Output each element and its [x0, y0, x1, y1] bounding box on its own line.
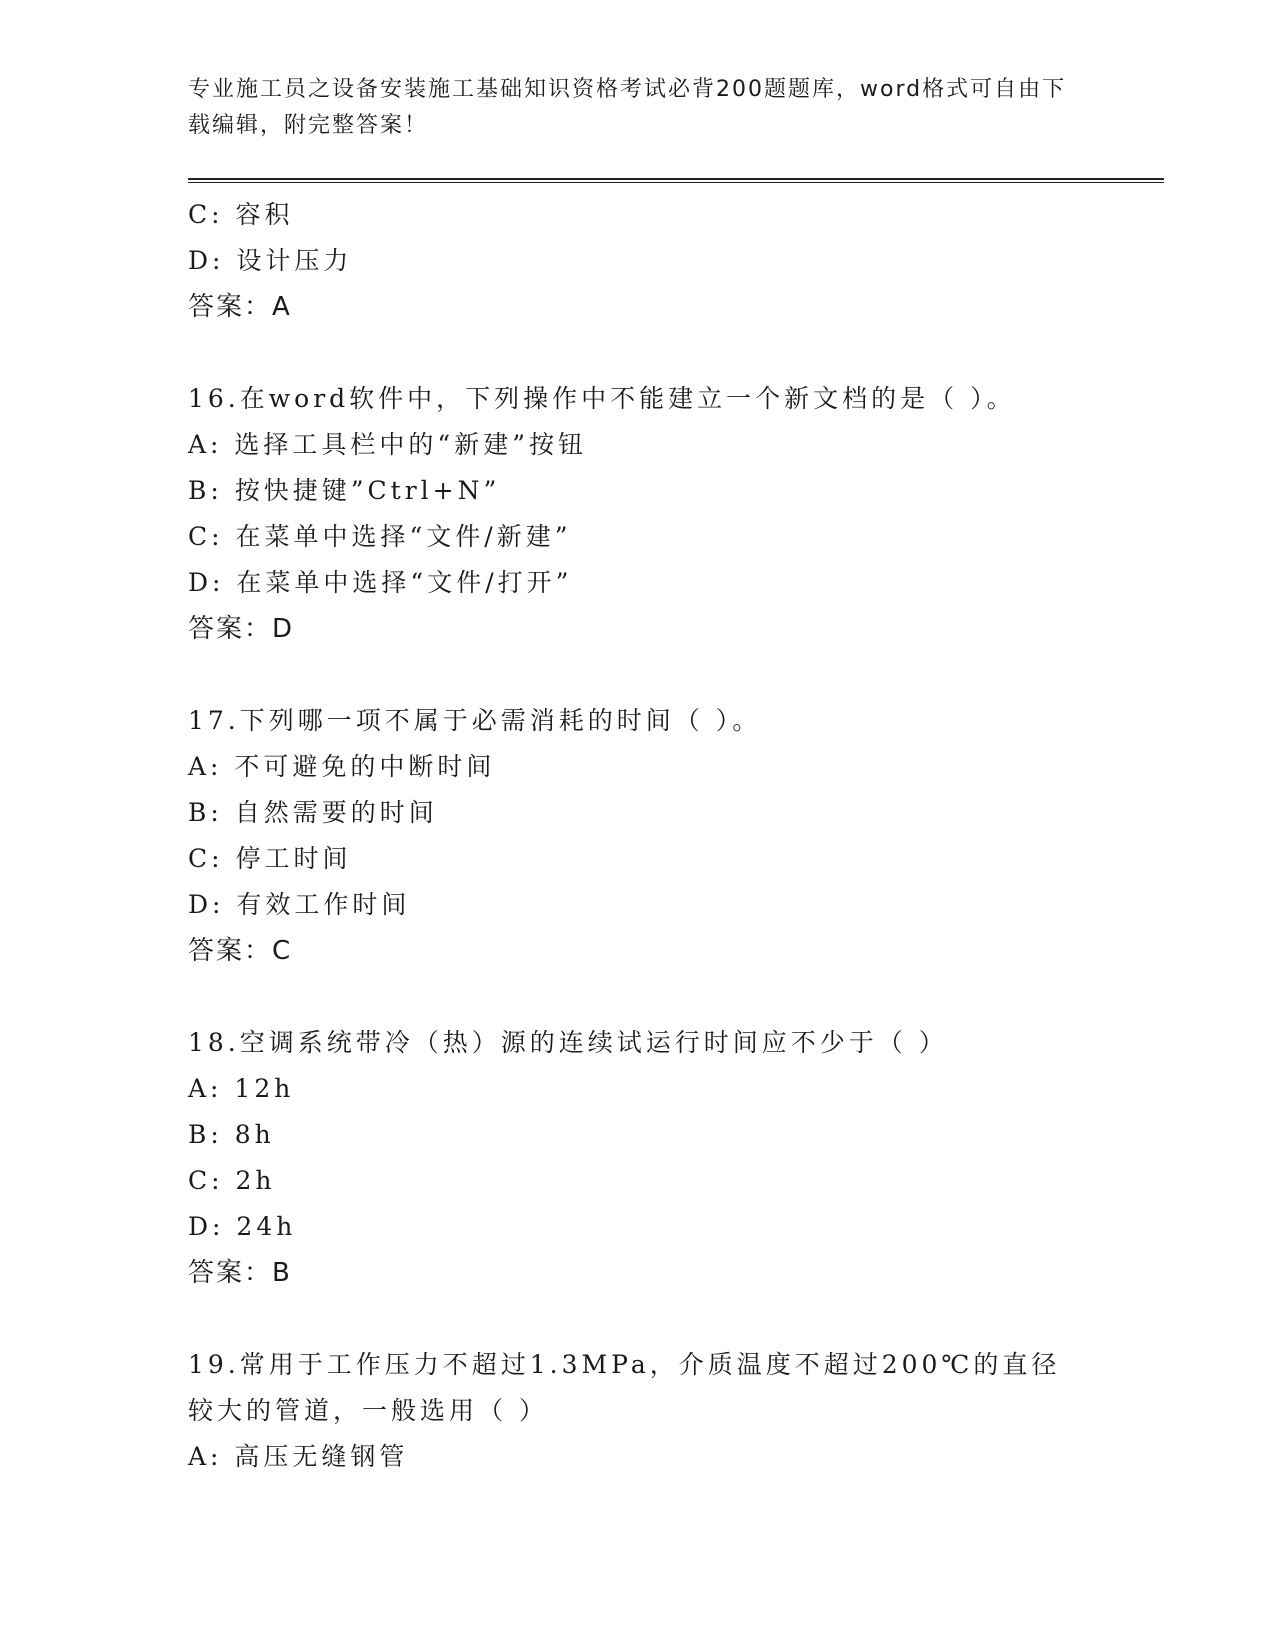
answer-label: 答案：D	[188, 614, 295, 644]
option-b: B: 自然需要的时间	[188, 798, 438, 827]
option-c: C: 在菜单中选择“文件/新建”	[188, 522, 572, 551]
question-18	[188, 1020, 1088, 1296]
answer-label: 答案：C	[188, 936, 293, 966]
question-16	[188, 376, 1088, 652]
option-d: D: 24h	[188, 1212, 297, 1241]
spacer	[188, 330, 1088, 376]
spacer	[188, 1296, 1088, 1342]
document-header: 专业施工员之设备安装施工基础知识资格考试必背200题题库，word格式可自由下载编辑，附完整答案！	[188, 77, 1067, 138]
answer-label: 答案：B	[188, 1258, 292, 1288]
option-a: A: 不可避免的中断时间	[188, 752, 496, 781]
partial-question	[188, 192, 1088, 330]
option-c: C: 停工时间	[188, 844, 352, 873]
question-text: 16.在word软件中，下列操作中不能建立一个新文档的是（ ）。	[188, 384, 1016, 413]
option-a: A: 12h	[188, 1074, 295, 1103]
question-list	[188, 192, 1088, 1480]
question-19	[188, 1342, 1088, 1480]
spacer	[188, 974, 1088, 1020]
option-d: D: 设计压力	[188, 246, 353, 275]
option-c: C: 容积	[188, 200, 294, 229]
question-text: 18.空调系统带冷（热）源的连续试运行时间应不少于（ ）	[188, 1028, 948, 1057]
spacer	[188, 652, 1088, 698]
option-c: C: 2h	[188, 1166, 276, 1195]
option-a: A: 选择工具栏中的“新建”按钮	[188, 430, 587, 459]
option-b: B: 按快捷键”Ctrl+N”	[188, 476, 501, 505]
option-a: A: 高压无缝钢管	[188, 1442, 409, 1471]
answer-label: 答案：A	[188, 292, 292, 322]
question-text: 19.常用于工作压力不超过1.3MPa，介质温度不超过200℃的直径较大的管道，一般选用（ ）	[188, 1350, 1061, 1425]
option-d: D: 在菜单中选择“文件/打开”	[188, 568, 573, 597]
question-17	[188, 698, 1088, 974]
option-b: B: 8h	[188, 1120, 275, 1149]
option-d: D: 有效工作时间	[188, 890, 411, 919]
header-divider	[188, 178, 1164, 183]
question-text: 17.下列哪一项不属于必需消耗的时间（ ）。	[188, 706, 762, 735]
